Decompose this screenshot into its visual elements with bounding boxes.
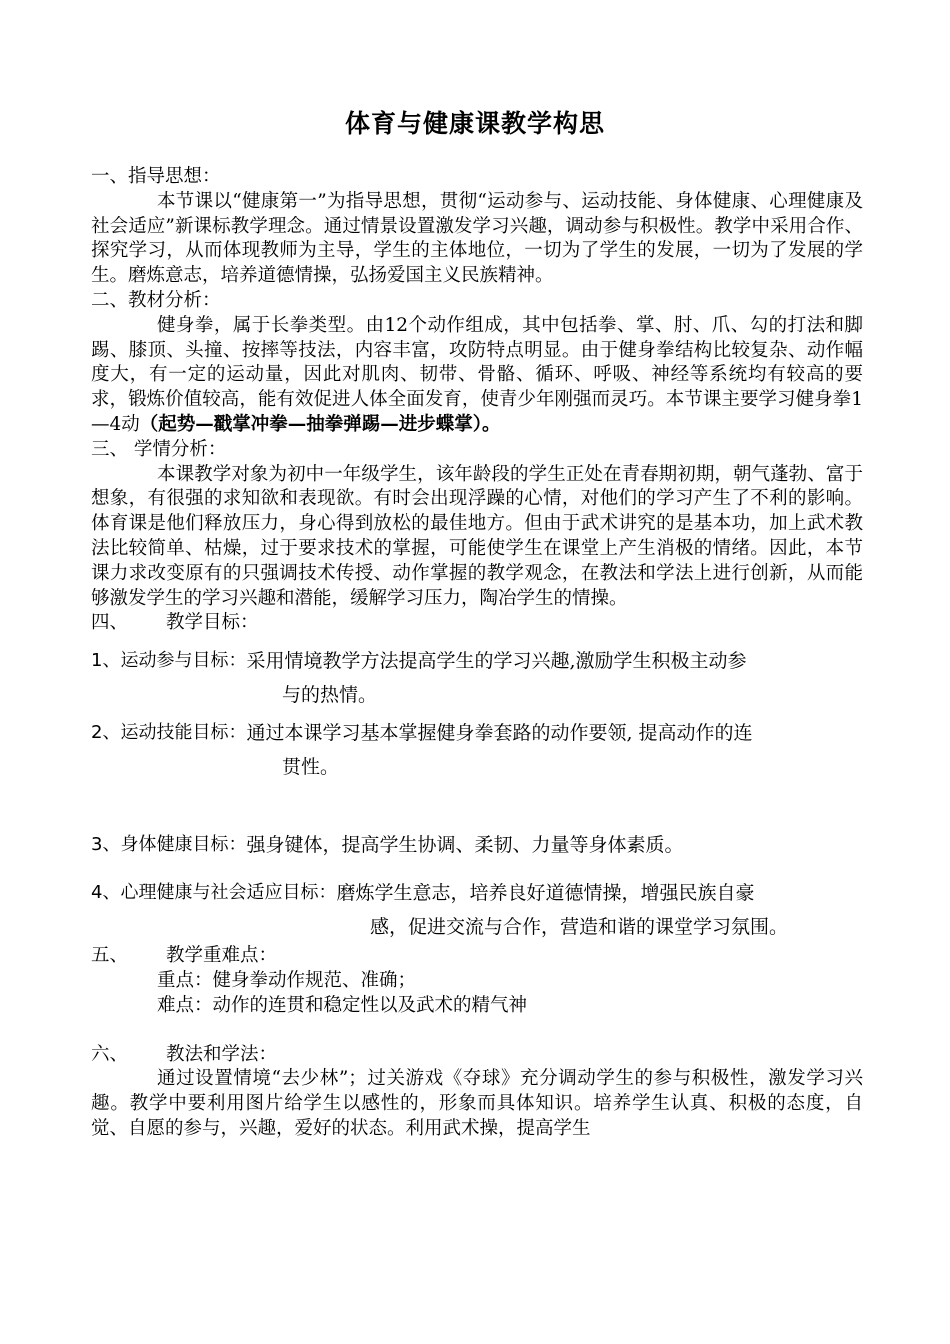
student-analysis-paragraph: 本课教学对象为初中一年级学生，该年龄段的学生正处在青春期初期，朝气蓬勃、富于想象，有很强的求知欲和表现欲。有时会出现浮躁的心情，对他们的学习产生了不利的影响。体育课是他们释放压力，身心得到放松的最佳地方。但由于武术讲究的是基本功，加上武术教法比较简单、枯燥，过于要求技术的掌握，可能使学生在课堂上产生消极的情绪。因此，本节课力求改变原有的只强调技术传授、动作掌握的教学观念，在教法和学法上进行创新，从而能够激发学生的学习兴趣和潜能，缓解学习压力，陶冶学生的情操。 bbox=[91, 463, 863, 609]
guiding-thought-paragraph: 本节课以“健康第一”为指导思想，贯彻“运动参与、运动技能、身体健康、心理健康及社会适应”新课标教学理念。通过情景设置激发学习兴趣，调动参与积极性。教学中采用合作、探究学习，从而体现教师为主导，学生的主体地位，一切为了学生的发展，一切为了发展的学生。磨炼意志，培养道德情操，弘扬爱国主义民族精神。 bbox=[91, 190, 863, 287]
goal-label: 4、心理健康与社会适应目标： bbox=[91, 882, 337, 904]
goal-text: 磨炼学生意志，培养良好道德情操，增强民族自豪 bbox=[336, 882, 755, 905]
heading-text: 教法和学法： bbox=[166, 1043, 278, 1065]
goal-item-mental-social bbox=[91, 876, 863, 910]
heading-number: 五、 bbox=[91, 945, 129, 967]
goal-label: 1、运动参与目标： bbox=[91, 650, 247, 672]
goal-continuation: 与的热情。 bbox=[282, 684, 378, 707]
goal-item-skills bbox=[91, 716, 863, 750]
goal-text: 强身键体，提高学生协调、柔韧、力量等身体素质。 bbox=[246, 834, 684, 857]
methods-paragraph: 通过设置情境“去少林”；过关游戏《夺球》充分调动学生的参与积极性，激发学习兴趣。教学中要利用图片给学生以感性的，形象而具体知识。培养学生认真、积极的态度，自觉、自愿的参与，兴趣，爱好的状态。利用武术操，提高学生 bbox=[91, 1068, 863, 1139]
material-analysis-paragraph bbox=[91, 314, 863, 438]
material-analysis-bold-text: （起势—戳掌冲拳—抽拳弹踢—进步蝶掌）。 bbox=[139, 413, 501, 435]
goal-text: 通过本课学习基本掌握健身拳套路的动作要领, 提高动作的连 bbox=[246, 722, 753, 745]
section-heading-guiding-thought: 一、指导思想： bbox=[91, 166, 221, 187]
heading-text: 教学目标： bbox=[166, 612, 259, 634]
goal-label: 3、身体健康目标： bbox=[91, 834, 247, 856]
section-heading-student-analysis: 三、 学情分析： bbox=[91, 438, 227, 460]
goal-item-physical-health bbox=[91, 828, 863, 862]
material-analysis-text: 健身拳，属于长拳类型。由12个动作组成，其中包括拳、掌、肘、爪、勾的打法和脚踢、膝顶、头撞、按摔等技法，内容丰富，攻防特点明显。由于健身拳结构比较复杂、动作幅度大，有一定的运动量，因此对肌肉、韧带、骨骼、循环、呼吸、神经等系统均有较高的要求，锻炼价值较高，能有效促进人体全面发育，使青少年刚强而灵巧。本节课主要学习健身拳1—4动 bbox=[91, 314, 863, 435]
document-title: 体育与健康课教学构思 bbox=[344, 109, 605, 138]
goal-item-participation bbox=[91, 644, 863, 678]
document-body bbox=[91, 165, 863, 1142]
section-heading-material-analysis: 二、教材分析： bbox=[91, 289, 221, 311]
heading-number: 四、 bbox=[91, 612, 129, 634]
section-heading-methods bbox=[91, 1043, 863, 1068]
difficult-point-line: 难点：动作的连贯和稳定性以及武术的精气神 bbox=[157, 994, 528, 1016]
key-point-line: 重点：健身拳动作规范、准确； bbox=[157, 969, 417, 991]
section-heading-key-points bbox=[91, 944, 863, 969]
goal-continuation: 感，促进交流与合作，营造和谐的课堂学习氛围。 bbox=[370, 916, 789, 939]
heading-number: 六、 bbox=[91, 1043, 129, 1065]
heading-text: 教学重难点： bbox=[166, 945, 278, 967]
goal-label: 2、运动技能目标： bbox=[91, 722, 247, 744]
goal-text: 采用情境教学方法提高学生的学习兴趣,激励学生积极主动参 bbox=[246, 650, 747, 673]
goal-continuation: 贯性。 bbox=[282, 756, 340, 779]
section-heading-teaching-goals bbox=[91, 611, 863, 636]
